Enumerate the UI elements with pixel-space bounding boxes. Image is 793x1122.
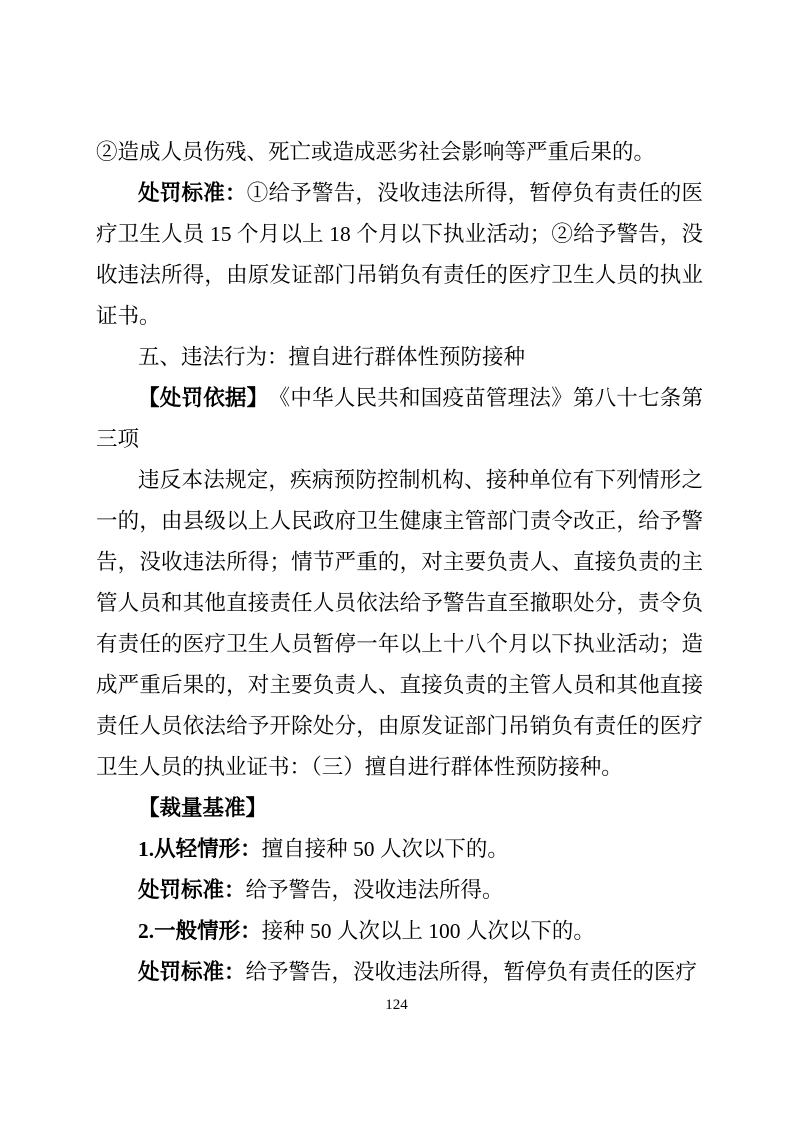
paragraph bbox=[96, 173, 703, 337]
paragraph bbox=[96, 870, 703, 911]
page-number: 124 bbox=[385, 997, 408, 1013]
paragraph bbox=[96, 788, 703, 829]
emphasis-text: 1.从轻情形： bbox=[138, 837, 262, 861]
body-text: 五、违法行为：擅自进行群体性预防接种 bbox=[138, 345, 526, 369]
paragraph bbox=[96, 337, 703, 378]
body-text: 《中华人民共和国疫苗管理法》第八十七条第三项 bbox=[96, 386, 703, 451]
body-text: 给予警告，没收违法所得。 bbox=[245, 878, 504, 902]
emphasis-text: 2.一般情形： bbox=[138, 919, 262, 943]
paragraph bbox=[96, 378, 703, 460]
paragraph bbox=[96, 829, 703, 870]
emphasis-text: 处罚标准： bbox=[138, 181, 247, 205]
paragraph bbox=[96, 132, 703, 173]
body-text: 给予警告，没收违法所得，暂停负有责任的医疗 bbox=[245, 960, 698, 984]
body-text: ①给予警告，没收违法所得，暂停负有责任的医疗卫生人员 15 个月以上 18 个月以下执业活动；②给予警告，没收违法所得，由原发证部门吊销负有责任的医疗卫生人员的执业证书。 bbox=[96, 181, 703, 328]
document-body bbox=[96, 132, 703, 993]
emphasis-text: 【裁量基准】 bbox=[138, 796, 268, 820]
emphasis-text: 处罚标准： bbox=[138, 878, 246, 902]
paragraph bbox=[96, 911, 703, 952]
emphasis-text: 处罚标准： bbox=[138, 960, 246, 984]
paragraph bbox=[96, 952, 703, 993]
emphasis-text: 【处罚依据】 bbox=[138, 386, 258, 410]
body-text: 违反本法规定，疾病预防控制机构、接种单位有下列情形之一的，由县级以上人民政府卫生健康主管部门责令改正，给予警告，没收违法所得；情节严重的，对主要负责人、直接负责的主管人员和其他直接责任人员依法给予警告直至撤职处分，责令负有责任的医疗卫生人员暂停一年以上十八个月以下执业活动；造成严重后果的，对主要负责人、直接负责的主管人员和其他直接责任人员依法给予开除处分，由原发证部门吊销负有责任的医疗卫生人员的执业证书：（三）擅自进行群体性预防接种。 bbox=[96, 468, 703, 779]
body-text: 擅自接种 50 人次以下的。 bbox=[261, 837, 509, 861]
body-text: ②造成人员伤残、死亡或造成恶劣社会影响等严重后果的。 bbox=[96, 140, 656, 164]
body-text: 接种 50 人次以上 100 人次以下的。 bbox=[261, 919, 595, 943]
paragraph bbox=[96, 460, 703, 788]
